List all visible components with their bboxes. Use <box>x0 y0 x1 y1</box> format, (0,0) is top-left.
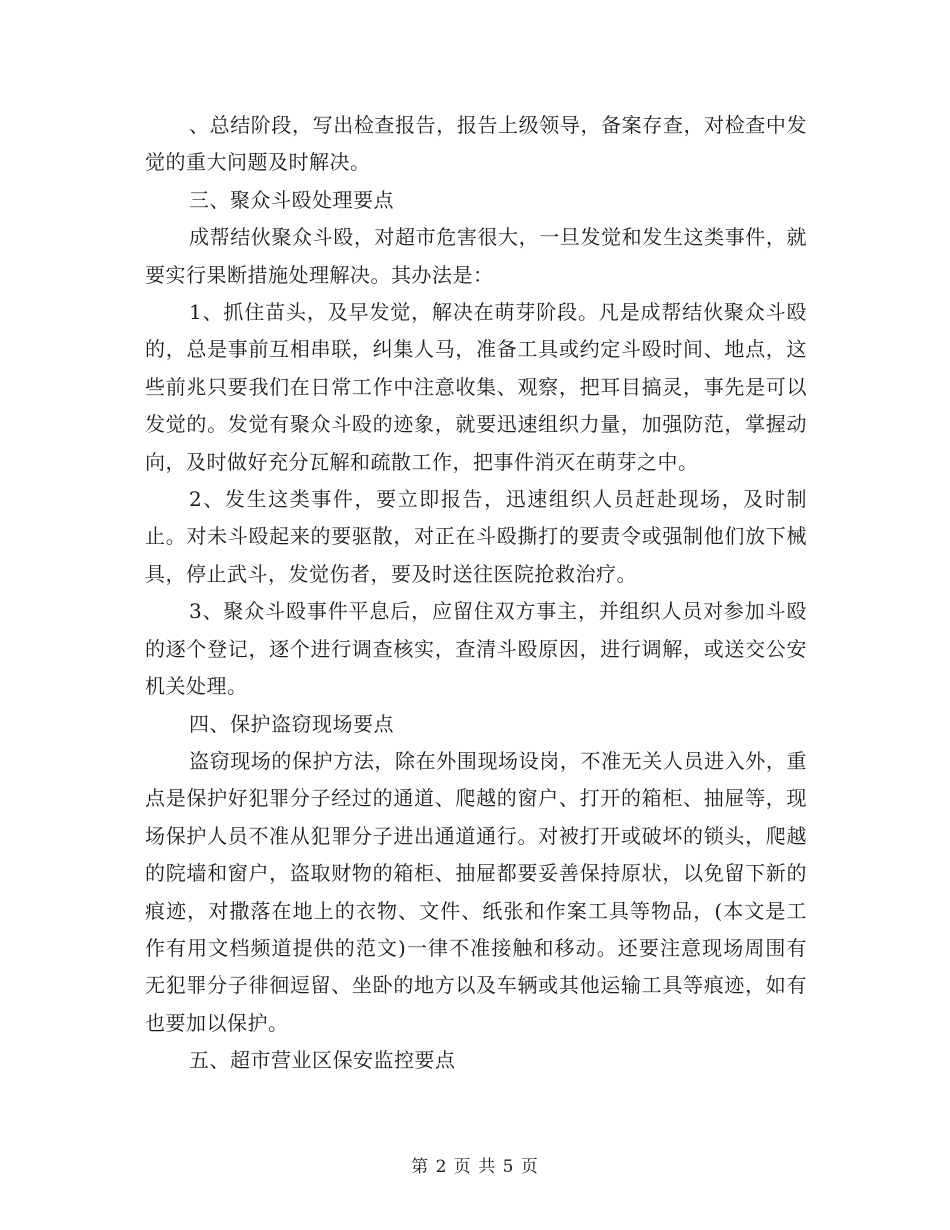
paragraph-summary-stage: 、总结阶段，写出检查报告，报告上级领导，备案存查，对检查中发觉的重大问题及时解决。 <box>145 113 807 175</box>
paragraph-fight-point-3: 3、聚众斗殴事件平息后，应留住双方事主，并组织人员对参加斗殴的逐个登记，逐个进行调查核实，查清斗殴原因，进行调解，或送交公安机关处理。 <box>145 599 807 699</box>
section-heading-fight-handling: 三、聚众斗殴处理要点 <box>189 187 394 212</box>
document-body <box>145 107 807 1080</box>
paragraph-fight-point-2: 2、发生这类事件，要立即报告，迅速组织人员赶赴现场，及时制止。对未斗殴起来的要驱散，对正在斗殴撕打的要责令或强制他们放下械具，停止武斗，发觉伤者，要及时送往医院抢救治疗。 <box>145 487 807 586</box>
page-number-footer: 第 2 页 共 5 页 <box>411 1157 539 1177</box>
paragraph-theft-scene: 盗窃现场的保护方法，除在外围现场设岗，不准无关人员进入外，重点是保护好犯罪分子经过的通道、爬越的窗户、打开的箱柜、抽屉等，现场保护人员不准从犯罪分子进出通道通行。对被打开或破坏的锁头，爬越的院墙和窗户，盗取财物的箱柜、抽屉都要妥善保持原状，以免留下新的痕迹，对撒落在地上的衣物、文件、纸张和作案工具等物品，(本文是工作有用文档频道提供的范文)一律不准接触和移动。还要注意现场周围有无犯罪分子徘徊逗留、坐卧的地方以及车辆或其他运输工具等痕迹，如有也要加以保护。 <box>145 748 807 1035</box>
section-heading-sales-area-monitoring: 五、超市营业区保安监控要点 <box>189 1048 456 1073</box>
paragraph-fight-intro: 成帮结伙聚众斗殴，对超市危害很大，一旦发觉和发生这类事件，就要实行果断措施处理解决。其办法是： <box>145 225 807 287</box>
paragraph-fight-point-1: 1、抓住苗头，及早发觉，解决在萌芽阶段。凡是成帮结伙聚众斗殴的，总是事前互相串联，纠集人马，准备工具或约定斗殴时间、地点，这些前兆只要我们在日常工作中注意收集、观察，把耳目搞灵，事先是可以发觉的。发觉有聚众斗殴的迹象，就要迅速组织力量，加强防范，掌握动向，及时做好充分瓦解和疏散工作，把事件消灭在萌芽之中。 <box>145 300 807 474</box>
section-heading-theft-scene: 四、保护盗窃现场要点 <box>189 711 394 736</box>
